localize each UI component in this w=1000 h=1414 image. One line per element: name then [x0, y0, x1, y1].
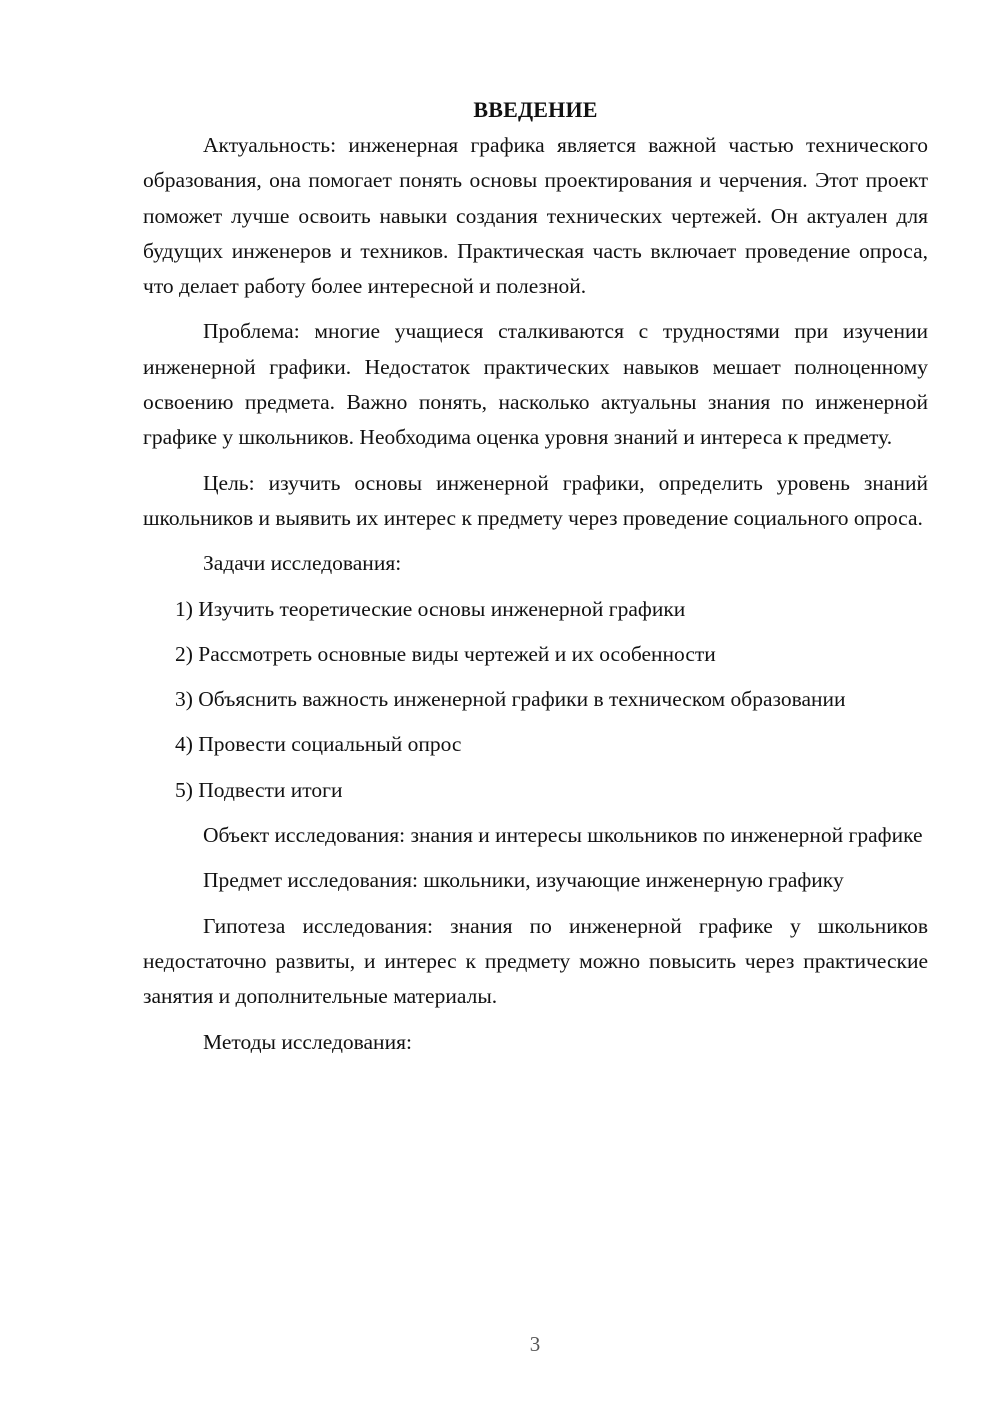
- paragraph-problem: Проблема: многие учащиеся сталкиваются с трудностями при изучении инженерной графики. Недостаток практических навыков мешает полноценному освоению предмета. Важно понять, насколько актуальны знания по инженерной графике у школьников. Необходима оценка уровня знаний и интереса к предмету.: [143, 319, 928, 450]
- paragraph-subject: Предмет исследования: школьники, изучающие инженерную графику: [203, 868, 844, 893]
- paragraph-object: Объект исследования: знания и интересы школьников по инженерной графике: [203, 823, 923, 848]
- section-title: ВВЕДЕНИЕ: [473, 97, 598, 122]
- paragraph-hypothesis: Гипотеза исследования: знания по инженерной графике у школьников недостаточно развиты, и интерес к предмету можно повысить через практические занятия и дополнительные материалы.: [143, 913, 928, 1009]
- paragraph-goal: Цель: изучить основы инженерной графики, определить уровень знаний школьников и выявить их интерес к предмету через проведение социального опроса.: [143, 470, 928, 530]
- paragraph-methods: Методы исследования:: [203, 1029, 412, 1054]
- task-item: 4) Провести социальный опрос: [175, 732, 462, 757]
- document-page: [143, 92, 928, 1070]
- paragraph-tasks-heading: Задачи исследования:: [203, 551, 402, 576]
- task-item: 3) Объяснить важность инженерной графики в техническом образовании: [175, 687, 846, 712]
- paragraph-relevance: Актуальность: инженерная графика является важной частью технического образования, она помогает понять основы проектирования и черчения. Этот проект поможет лучше освоить навыки создания технических чертежей. Он актуален для будущих инженеров и техников. Практическая часть включает проведение опроса, что делает работу более интересной и полезной.: [143, 133, 928, 299]
- task-item: 2) Рассмотреть основные виды чертежей и их особенности: [175, 641, 716, 666]
- page-number: 3: [529, 1332, 541, 1356]
- task-item: 1) Изучить теоретические основы инженерной графики: [175, 596, 686, 621]
- task-item: 5) Подвести итоги: [175, 777, 343, 802]
